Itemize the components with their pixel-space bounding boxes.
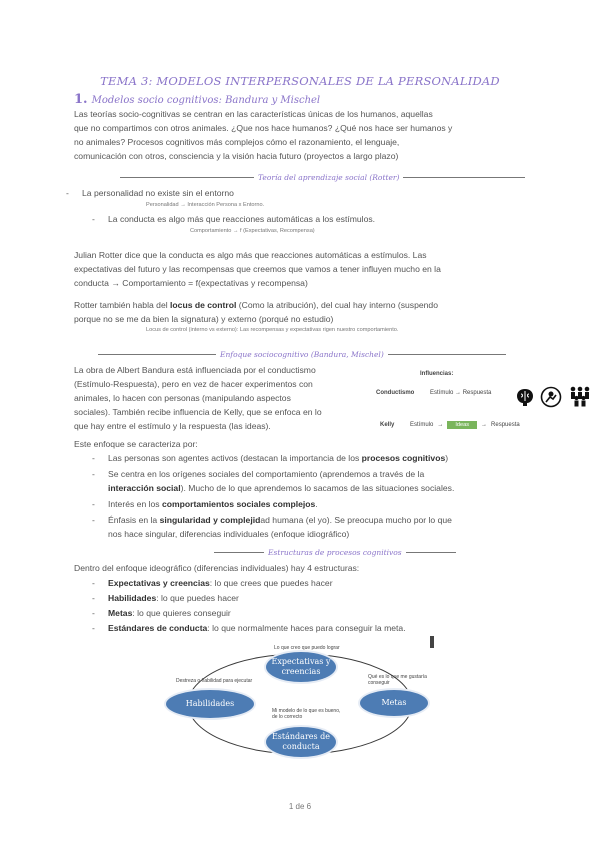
text: ) — [445, 453, 449, 463]
rotter-heading — [120, 173, 525, 182]
list-item: - Se centra en los orígenes sociales del comportamiento (aprendemos a través de la — [92, 469, 425, 479]
text: Énfasis en la — [108, 515, 160, 525]
list-item-text: La personalidad no existe sin el entorno — [82, 188, 234, 198]
bold-term: locus de control — [170, 300, 237, 310]
paragraph-line: Julian Rotter dice que la conducta es algo más que reacciones automáticas a estímulos. Las — [74, 250, 427, 260]
paragraph-line: (Estímulo-Respuesta), pero en vez de hacer experimentos con — [74, 379, 313, 389]
section-number: 1. — [74, 92, 88, 107]
label-left: Destreza o habilidad para ejecutar — [176, 678, 253, 684]
brain-icon — [514, 386, 536, 408]
paragraph-line: La obra de Albert Bandura está influenciada por el conductismo — [74, 365, 316, 375]
intro-paragraph — [74, 107, 529, 163]
divider — [214, 552, 264, 553]
divider — [120, 177, 254, 178]
bold-term: Estándares de conducta — [108, 623, 208, 633]
divider — [403, 177, 525, 178]
oval-habilidades: Habilidades — [166, 690, 254, 718]
paragraph-line: animales, lo hacen con personas (manipulando aspectos — [74, 393, 291, 403]
ideas-box: Ideas — [447, 421, 477, 429]
label-right: Qué es lo que me gustaría conseguir — [368, 674, 427, 686]
list-item: - Habilidades: lo que puedes hacer — [92, 593, 239, 603]
text: Se centra en los orígenes sociales del comportamiento (aprendemos a través de la — [108, 469, 425, 479]
text: Las personas son agentes activos (destacan la importancia de los — [108, 453, 362, 463]
section-heading-text: Modelos socio cognitivos: Bandura y Mischel — [91, 95, 321, 106]
page-number: 1 de 6 — [288, 802, 312, 811]
text: (Como la atribución), del cual hay interno (suspendo — [236, 300, 438, 310]
respuesta-label: Respuesta — [491, 422, 520, 428]
paragraph-line: expectativas del futuro y las recompensas que creemos que vamos a tener influyen mucho en la — [74, 264, 441, 274]
label-top: Lo que creo que puedo lograr — [274, 645, 340, 651]
text: ad humana (el yo). Se preocupa mucho por lo que — [260, 515, 452, 525]
list-item-continuation — [92, 481, 532, 495]
enfoque-heading-text: Enfoque sociocognitivo (Bandura, Mischel) — [220, 350, 384, 359]
oval-metas: Metas — [360, 690, 428, 716]
section-heading — [74, 92, 320, 107]
bandura-paragraph — [74, 363, 370, 433]
bold-term: singularidad y complejid — [159, 515, 261, 525]
note: Comportamiento → f (Expectativas, Recompensa) — [190, 228, 315, 234]
rotter-heading-text: Teoría del aprendizaje social (Rotter) — [258, 173, 400, 182]
paragraph-line: conducta → Comportamiento = f(expectativas y recompensa) — [74, 278, 308, 288]
list-item-continuation: nos hace singular, diferencias individuales (enfoque idiográfico) — [108, 529, 350, 539]
bold-term: interacción social — [108, 483, 181, 493]
list-item: - Metas: lo que quieres conseguir — [92, 608, 231, 618]
estructuras-intro: Dentro del enfoque ideográfico (diferencias individuales) hay 4 estructuras: — [74, 563, 360, 573]
text: . — [315, 499, 318, 509]
kelly-flow: Estímulo → Ideas → Respuesta — [410, 422, 520, 428]
list-item: - La conducta es algo más que reacciones automáticas a los estímulos. — [92, 214, 376, 224]
rotter-paragraph — [74, 248, 529, 290]
carac-intro: Este enfoque se caracteriza por: — [74, 439, 198, 449]
estructuras-heading-text: Estructuras de procesos cognitivos — [268, 548, 402, 557]
text: Interés en los — [108, 499, 162, 509]
list-item: - Interés en los comportamientos sociales complejos. — [92, 499, 318, 509]
list-item: - La personalidad no existe sin el entorno — [66, 188, 234, 198]
respuesta-label: Respuesta — [462, 390, 492, 396]
estructuras-list — [92, 576, 406, 635]
list-item: - Estándares de conducta: lo que normalmente haces para conseguir la meta. — [92, 623, 406, 633]
divider — [98, 354, 216, 355]
intro-line: comunicación con otros, consciencia y la visión hacia futuro (proyectos a largo plazo) — [74, 151, 399, 161]
page-title: TEMA 3: MODELOS INTERPERSONALES DE LA PERSONALIDAD — [100, 74, 500, 88]
list-item-text: La conducta es algo más que reacciones automáticas a los estímulos. — [108, 214, 376, 224]
text: : lo que puedes hacer — [156, 593, 239, 603]
divider — [406, 552, 456, 553]
influences-title: Influencias: — [420, 371, 454, 377]
list-item: - Las personas son agentes activos (destacan la importancia de los procesos cognitivos) — [92, 453, 449, 463]
bold-term: Habilidades — [108, 593, 157, 603]
note: Personalidad → Interacción Persona x Entorno. — [146, 202, 265, 208]
list-item: - Expectativas y creencias: lo que crees que puedes hacer — [92, 578, 333, 588]
text: Rotter también habla del — [74, 300, 171, 310]
person-circle-icon — [540, 386, 562, 408]
group-icon — [568, 385, 592, 407]
paragraph-line: que hay entre el estímulo y la respuesta (las ideas). — [74, 421, 271, 431]
conductismo-label: Conductismo — [376, 390, 415, 396]
paragraph-line: sociales). También recibe influencia de Kelly, que se enfoca en lo — [74, 407, 322, 417]
text: : lo que quieres conseguir — [132, 608, 231, 618]
intro-line: no animales? Procesos cognitivos más complejos cómo el razonamiento, el lenguaje, — [74, 137, 400, 147]
label-bottom: Mi modelo de lo que es bueno, de lo correcto — [272, 708, 341, 720]
list-item: - Énfasis en la singularidad y complejidad humana (el yo). Se preocupa mucho por lo que — [92, 515, 452, 525]
oval-expectativas: Expectativas y creencias — [266, 652, 336, 682]
bold-term: procesos cognitivos — [361, 453, 446, 463]
text: : lo que crees que puedes hacer — [209, 578, 333, 588]
note: Locus de control (interno vs externo): Las recompensas y expectativas rigen nuestro comportamiento. — [146, 327, 399, 333]
bold-term: comportamientos sociales complejos — [161, 499, 316, 509]
kelly-label: Kelly — [380, 422, 395, 428]
estimulo-label: Estímulo — [410, 422, 434, 428]
estructuras-heading — [214, 548, 456, 557]
locus-paragraph — [74, 298, 529, 326]
divider — [388, 354, 506, 355]
paragraph-line: porque no se me da bien la signatura) y externo (porqué no estudio) — [74, 314, 334, 324]
paragraph-line — [74, 298, 529, 312]
carac-list — [92, 451, 532, 541]
oval-estandares: Estándares de conducta — [266, 727, 336, 757]
bold-term: Expectativas y creencias — [108, 578, 210, 588]
bold-term: Metas — [108, 608, 133, 618]
intro-line: Las teorías socio-cognitivas se centran en las características únicas de los humanos, aquellas — [74, 109, 433, 119]
text: ). Mucho de lo que aprendemos lo sacamos de las situaciones sociales. — [180, 483, 455, 493]
enfoque-heading — [98, 350, 506, 359]
stimulus-response-flow: Estímulo → Respuesta — [430, 390, 492, 396]
estimulo-label: Estímulo — [430, 390, 454, 396]
intro-line: que no compartimos con otros animales. ¿Que nos hace humanos? ¿Qué nos hace ser humanos y — [74, 123, 453, 133]
text: : lo que normalmente haces para conseguir la meta. — [207, 623, 406, 633]
